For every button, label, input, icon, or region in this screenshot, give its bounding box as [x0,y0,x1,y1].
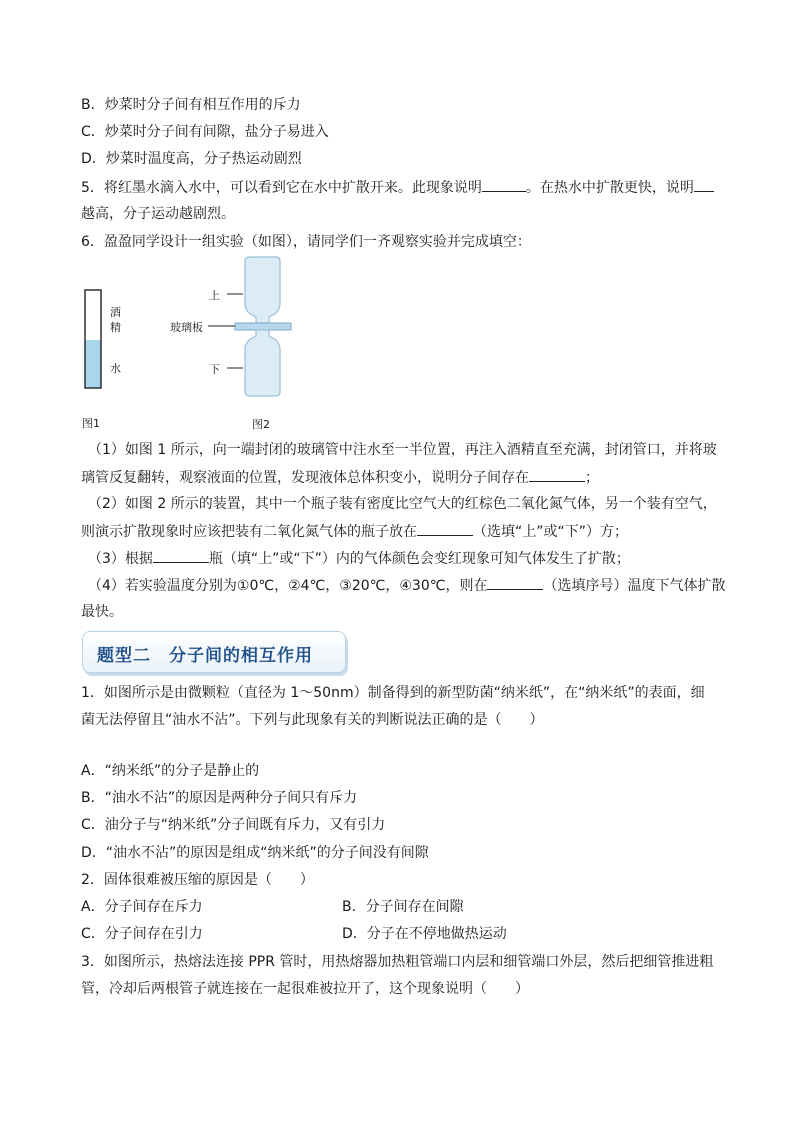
q6-p2-blank[interactable] [417,521,473,536]
q6-p3 [88,548,630,569]
q6-p3-blank[interactable] [153,548,209,563]
s2q1-option-c: C．油分子与“纳米纸”分子间既有斥力，又有引力 [81,817,386,833]
fig1-label-jiu: 酒 [110,306,121,319]
q6-p2-line2 [81,521,628,542]
section-label: 题型二 [97,646,151,666]
q6-p4-text-a: （4）若实验温度分别为①0℃，②4℃，③20℃，④30℃，则在 [88,578,488,594]
q5-text-b: 。在热水中扩散更快，说明 [525,180,694,196]
figure-1-tube [78,285,128,395]
s2q1-line1: 1．如图所示是由微颗粒（直径为 1～50nm）制备得到的新型防菌“纳米纸”，在“纳米纸”的表面，细 [81,685,705,701]
fig2-caption: 图2 [252,418,270,431]
q6-p2-text-b: （选填“上”或“下”）方； [473,524,629,540]
q6-p3-text-a: （3）根据 [88,551,153,567]
q6-p2-text-a: 则演示扩散现象时应该把装有二氧化氮气体的瓶子放在 [81,524,417,540]
q5-blank-1[interactable] [482,177,526,192]
s2q1-option-d: D．“油水不沾”的原因是组成“纳米纸”的分子间没有间隙 [81,845,429,861]
q5-line1 [81,177,714,198]
fig1-label-shui: 水 [110,362,121,375]
q6-p4-blank[interactable] [487,575,543,590]
water-fill [85,340,101,388]
q6-p2-line1: （2）如图 2 所示的装置，其中一个瓶子装有密度比空气大的红棕色二氧化氮气体，另一个装有空气， [88,496,717,512]
q4-option-c: C．炒菜时分子间有间隙，盐分子易进入 [81,124,329,140]
s2q2-option-d: D．分子在不停地做热运动 [342,926,507,942]
s2q2-option-c: C．分子间存在引力 [81,926,203,942]
q6-p3-text-b: 瓶（填“上”或“下”）内的气体颜色会变红现象可知气体发生了扩散； [208,551,630,567]
glass-plate [235,323,291,330]
q5-blank-2[interactable] [694,177,714,192]
q6-p1-blank[interactable] [529,467,585,482]
s2q1-line2: 菌无法停留且“油水不沾”。下列与此现象有关的判断说法正确的是（ ） [81,712,544,728]
fig2-label-up: 上 [209,289,220,302]
q5-text-a: 5．将红墨水滴入水中，可以看到它在水中扩散开来。此现象说明 [81,180,482,196]
lower-bottle [245,330,280,396]
section-heading [97,641,313,666]
fig1-label-jing: 精 [110,321,121,334]
q6-p1-line2 [81,467,599,488]
q6-p1-line1: （1）如图 1 所示，向一端封闭的玻璃管中注水至一半位置，再注入酒精直至充满，封闭管口，并将玻 [88,442,717,458]
fig2-label-glass: 玻璃板 [170,321,203,334]
s2q3-line1: 3．如图所示，热熔法连接 PPR 管时，用热熔器加热粗管端口内层和细管端口外层，然后把细管推进粗 [81,954,714,970]
s2q2-option-a: A．分子间存在斥力 [81,899,203,915]
q6-p1-text-a: 璃管反复翻转，观察液面的位置，发现液体总体积变小，说明分子间存在 [81,470,529,486]
upper-bottle [245,257,280,323]
s2q2-stem: 2．固体很难被压缩的原因是（ ） [81,872,314,888]
fig1-caption: 图1 [82,417,100,430]
s2q3-line2: 管，冷却后两根管子就连接在一起很难被拉开了，这个现象说明（ ） [81,981,529,997]
figure-2-bottles [205,255,315,415]
fig2-label-down: 下 [209,363,220,376]
q6-p4-line1 [88,575,725,596]
section-title: 分子间的相互作用 [169,646,313,666]
s2q1-option-b: B．“油水不沾”的原因是两种分子间只有斥力 [81,790,358,806]
q6-p4-line2: 最快。 [81,604,123,620]
s2q1-option-a: A．“纳米纸”的分子是静止的 [81,763,260,779]
q6-stem: 6．盈盈同学设计一组实验（如图），请同学们一齐观察实验并完成填空： [81,234,531,250]
q4-option-b: B．炒菜时分子间有相互作用的斥力 [81,97,301,113]
q6-p1-text-b: ； [585,470,599,486]
q5-line2: 越高，分子运动越剧烈。 [81,206,235,222]
q4-option-d: D．炒菜时温度高，分子热运动剧烈 [81,151,302,167]
q6-p4-text-b: （选填序号）温度下气体扩散 [543,578,726,594]
s2q2-option-b: B．分子间存在间隙 [342,899,464,915]
